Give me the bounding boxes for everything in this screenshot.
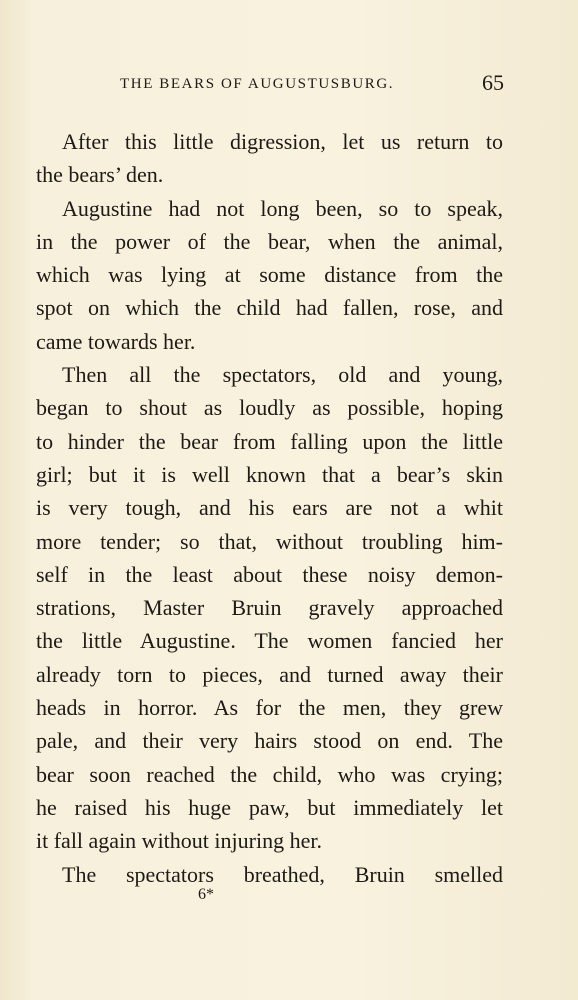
text-line: heads in horror. As for the men, they grew [36, 695, 503, 721]
text-line: The spectators breathed, Bruin smelled [62, 861, 503, 887]
text-line: to hinder the bear from falling upon the little [36, 428, 503, 454]
text-line: bear soon reached the child, who was crying; [36, 761, 503, 787]
signature-mark: 6* [198, 886, 214, 903]
text-line: in the power of the bear, when the animal, [36, 228, 503, 254]
text-line: After this little digression, let us return to [62, 129, 503, 154]
text-line: the bears’ den. [36, 162, 164, 188]
text-line: which was lying at some distance from the [36, 262, 503, 288]
running-title: THE BEARS OF AUGUSTUSBURG. [120, 76, 395, 92]
text-line: came towards her. [36, 328, 196, 354]
text-line: Then all the spectators, old and young, [62, 362, 503, 388]
text-line: strations, Master Bruin gravely approached [36, 595, 503, 621]
text-line: is very tough, and his ears are not a whit [36, 495, 503, 521]
text-line: self in the least about these noisy demon- [36, 561, 503, 587]
text-line: Augustine had not long been, so to speak, [62, 195, 503, 221]
text-line: already torn to pieces, and turned away their [36, 661, 503, 687]
text-line: it fall again without injuring her. [36, 828, 322, 854]
text-line: spot on which the child had fallen, rose, and [36, 295, 503, 321]
text-line: began to shout as loudly as possible, hoping [36, 395, 503, 421]
text-line: pale, and their very hairs stood on end. The [36, 728, 503, 754]
body-text [36, 125, 503, 891]
text-line: more tender; so that, without troubling him- [36, 528, 503, 554]
page-number: 65 [482, 70, 504, 95]
text-line: he raised his huge paw, but immediately let [36, 794, 503, 820]
running-head [36, 70, 504, 100]
text-line: girl; but it is well known that a bear’s skin [36, 461, 503, 487]
text-line: the little Augustine. The women fancied her [36, 628, 503, 654]
